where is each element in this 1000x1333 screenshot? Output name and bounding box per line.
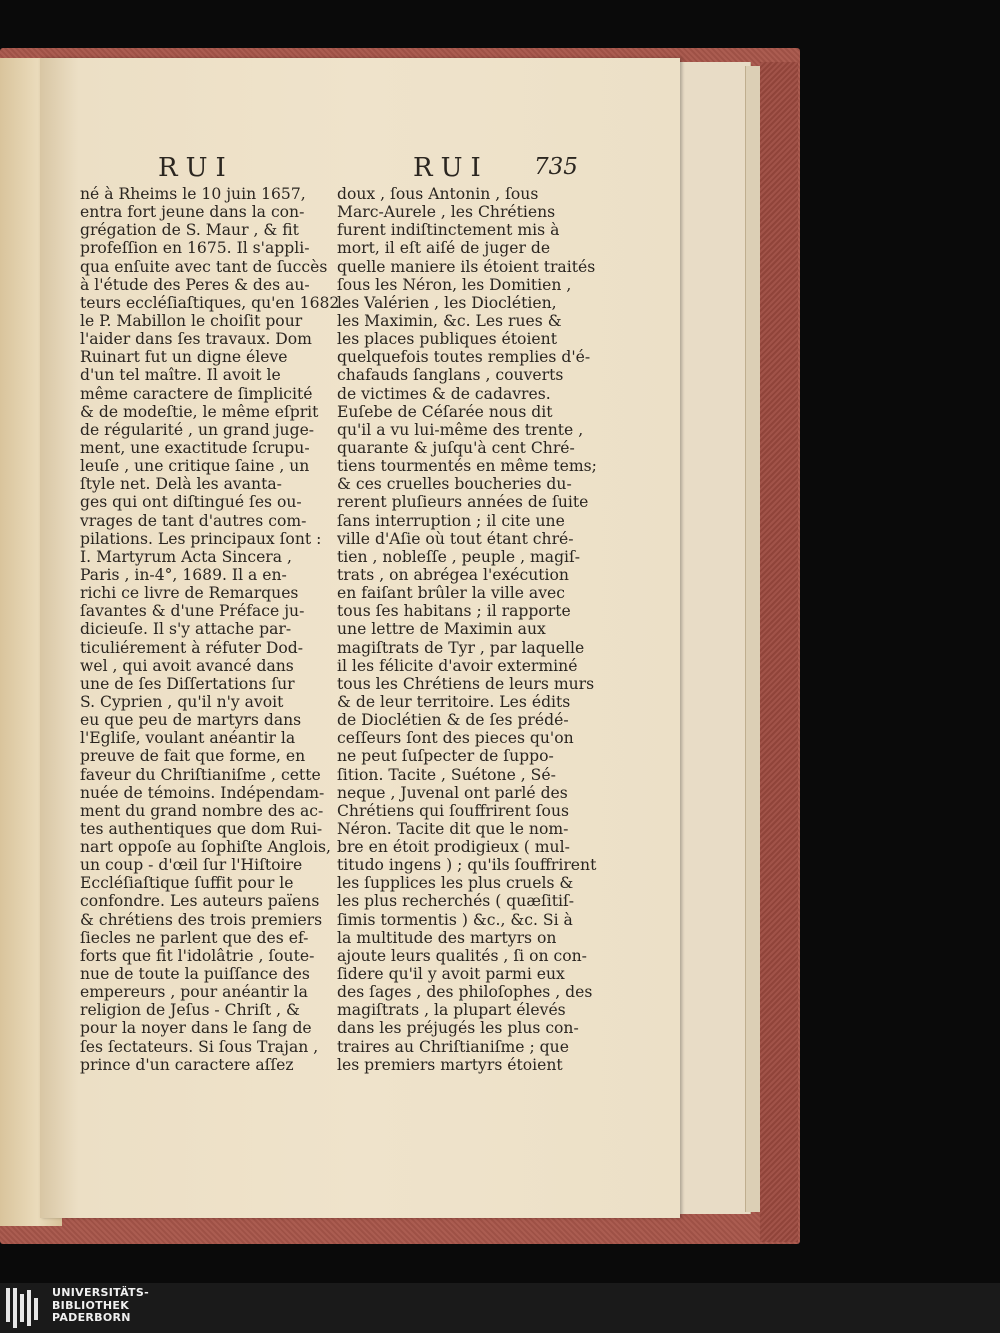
text-line: ment du grand nombre des ac-: [80, 801, 324, 820]
text-line: teurs eccléſiaſtiques, qu'en 1682: [80, 293, 340, 312]
text-line: en faiſant brûler la ville avec: [337, 584, 565, 603]
text-line: l'Egliſe, voulant anéantir la: [80, 729, 296, 748]
text-line: prince d'un caractere aſſez: [80, 1055, 294, 1074]
text-line: de victimes & de cadavres.: [337, 384, 551, 403]
text-line: richi ce livre de Remarques: [80, 584, 299, 603]
text-line: à l'étude des Peres & des au-: [80, 275, 310, 294]
book-page: [40, 58, 680, 1218]
text-line: profeſſion en 1675. Il s'appli-: [80, 239, 310, 258]
text-line: & de leur territoire. Les édits: [337, 692, 571, 711]
text-line: traires au Chriſtianiſme ; que: [337, 1037, 569, 1056]
text-line: Chrétiens qui ſouffrirent ſous: [337, 801, 569, 820]
text-line: forts que fit l'idolâtrie , ſoute-: [80, 946, 315, 965]
page-number: 735: [534, 154, 578, 180]
text-line: ticuliérement à réfuter Dod-: [80, 638, 303, 657]
running-head-right: RUI: [413, 153, 489, 183]
text-line: les Valérien , les Dioclétien,: [337, 293, 557, 312]
text-line: Néron. Tacite dit que le nom-: [337, 819, 569, 838]
text-line: quelle maniere ils étoient traités: [337, 257, 596, 276]
text-column-left: [80, 185, 340, 1074]
text-line: ceſſeurs ſont des pieces qu'on: [337, 729, 574, 748]
text-line: ges qui ont diſtingué ſes ou-: [80, 493, 302, 512]
text-line: d'un tel maître. Il avoit le: [80, 366, 281, 385]
text-line: les ſupplices les plus cruels &: [337, 874, 574, 893]
text-line: ſidere qu'il y avoit parmi eux: [337, 965, 565, 984]
text-line: doux , ſous Antonin , ſous: [337, 185, 539, 203]
text-line: neque , Juvenal ont parlé des: [337, 783, 568, 802]
text-line: ne peut ſuſpecter de ſuppo-: [337, 747, 554, 766]
text-line: un coup - d'œil ſur l'Hiſtoire: [80, 856, 303, 875]
text-line: le P. Mabillon le choiſit pour: [80, 311, 303, 330]
library-name-line3: PADERBORN: [52, 1311, 131, 1324]
text-line: Euſebe de Céſarée nous dit: [337, 402, 553, 421]
page-edges-inner: [745, 66, 760, 1212]
text-line: ſes ſectateurs. Si ſous Trajan ,: [80, 1037, 319, 1056]
text-line: quelquefois toutes remplies d'é-: [337, 348, 591, 367]
text-line: pilations. Les principaux ſont :: [80, 529, 322, 548]
text-line: ſtyle net. Delà les avanta-: [80, 475, 282, 494]
running-head-left: RUI: [158, 153, 234, 183]
text-line: ſimis tormentis ) &c., &c. Si à: [337, 910, 573, 929]
text-line: ville d'Aſie où tout étant chré-: [337, 529, 574, 548]
book-cover-edge: [760, 62, 798, 1242]
text-line: dicieuſe. Il s'y attache par-: [80, 620, 292, 639]
text-line: faveur du Chriſtianiſme , cette: [80, 765, 321, 784]
text-column-right: [337, 185, 597, 1074]
text-line: bre en étoit prodigieux ( mul-: [337, 838, 570, 857]
text-line: ſition. Tacite , Suétone , Sé-: [337, 765, 556, 784]
text-line: pour la noyer dans le ſang de: [80, 1019, 312, 1038]
text-line: né à Rheims le 10 juin 1657,: [80, 185, 306, 203]
footer-bar: [0, 1283, 1000, 1333]
text-line: nuée de témoins. Indépendam-: [80, 783, 325, 802]
text-line: S. Cyprien , qu'il n'y avoit: [80, 692, 284, 711]
text-line: Ruinart fut un digne éleve: [80, 348, 288, 367]
text-line: les premiers martyrs étoient: [337, 1055, 563, 1074]
text-line: ment, une exactitude ſcrupu-: [80, 438, 310, 457]
text-line: qu'il a vu lui-même des trente ,: [337, 420, 584, 439]
text-line: Paris , in-4°, 1689. Il a en-: [80, 565, 287, 584]
library-name-line1: UNIVERSITÄTS-: [52, 1286, 149, 1299]
library-name: [52, 1287, 149, 1325]
text-line: trats , on abrégea l'exécution: [337, 565, 569, 584]
text-line: l'aider dans ſes travaux. Dom: [80, 330, 312, 349]
text-line: dans les préjugés les plus con-: [337, 1019, 579, 1038]
text-line: les Maximin, &c. Les rues &: [337, 311, 562, 330]
text-line: mort, il eſt aiſé de juger de: [337, 239, 551, 258]
text-line: religion de Jeſus - Chriſt , &: [80, 1001, 300, 1020]
text-line: nue de toute la puiſſance des: [80, 965, 310, 984]
text-line: de régularité , un grand juge-: [80, 420, 315, 439]
text-line: magiſtrats , la plupart élevés: [337, 1001, 566, 1020]
text-line: tien , nobleſſe , peuple , magiſ-: [337, 547, 581, 566]
text-line: eu que peu de martyrs dans: [80, 711, 302, 730]
text-line: il les félicite d'avoir exterminé: [337, 656, 578, 675]
text-line: ajoute leurs qualités , ſi on con-: [337, 946, 587, 965]
text-line: confondre. Les auteurs païens: [80, 892, 320, 911]
text-line: titudo ingens ) ; qu'ils ſouffrirent: [337, 856, 597, 875]
text-line: chafauds ſanglans , couverts: [337, 366, 564, 385]
text-line: & ces cruelles boucheries du-: [337, 475, 572, 494]
text-line: les places publiques étoient: [337, 330, 557, 349]
text-line: quarante & juſqu'à cent Chré-: [337, 438, 575, 457]
page-edges: [680, 62, 751, 1214]
text-line: I. Martyrum Acta Sincera ,: [80, 547, 292, 566]
text-line: wel , qui avoit avancé dans: [80, 656, 294, 675]
text-line: tous ſes habitans ; il rapporte: [337, 602, 571, 621]
text-line: & de modeſtie, le même eſprit: [80, 402, 319, 421]
text-line: tes authentiques que dom Rui-: [80, 819, 323, 838]
text-line: & chrétiens des trois premiers: [80, 910, 323, 929]
text-line: ſous les Néron, les Domitien ,: [337, 275, 572, 294]
university-library-logo-icon: [6, 1288, 44, 1328]
text-line: magiſtrats de Tyr , par laquelle: [337, 638, 585, 657]
text-line: des ſages , des philoſophes , des: [337, 983, 593, 1002]
text-line: ſiecles ne parlent que des ef-: [80, 928, 309, 947]
text-line: preuve de fait que forme, en: [80, 747, 306, 766]
text-line: furent indiſtinctement mis à: [337, 221, 560, 240]
text-line: nart oppoſe au ſophiſte Anglois,: [80, 838, 332, 857]
text-line: la multitude des martyrs on: [337, 928, 557, 947]
text-line: leuſe , une critique ſaine , un: [80, 457, 310, 476]
text-line: grégation de S. Maur , & fit: [80, 221, 299, 240]
text-line: une de ſes Diſſertations ſur: [80, 674, 295, 693]
text-line: les plus recherchés ( quæſitiſ-: [337, 892, 575, 911]
text-line: Marc-Aurele , les Chrétiens: [337, 203, 556, 222]
text-line: Eccléſiaſtique ſuffit pour le: [80, 874, 294, 893]
text-line: de Dioclétien & de ſes prédé-: [337, 711, 569, 730]
text-line: entra fort jeune dans la con-: [80, 203, 305, 222]
library-name-line2: BIBLIOTHEK: [52, 1298, 130, 1312]
text-line: rerent pluſieurs années de ſuite: [337, 493, 589, 512]
text-line: ſans interruption ; il cite une: [337, 511, 565, 530]
text-line: une lettre de Maximin aux: [337, 620, 546, 639]
text-line: vrages de tant d'autres com-: [80, 511, 307, 530]
text-line: qua enſuite avec tant de ſuccès: [80, 257, 328, 276]
text-line: tiens tourmentés en même tems;: [337, 457, 597, 476]
text-line: empereurs , pour anéantir la: [80, 983, 308, 1002]
text-line: même caractere de ſimplicité: [80, 384, 313, 403]
text-line: ſavantes & d'une Préface ju-: [80, 602, 305, 621]
text-line: tous les Chrétiens de leurs murs: [337, 674, 595, 693]
